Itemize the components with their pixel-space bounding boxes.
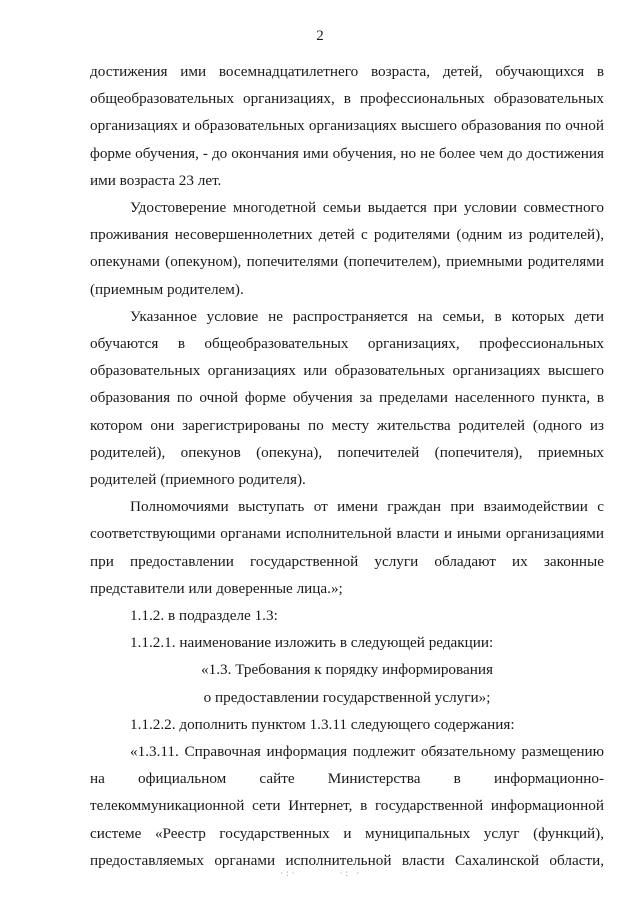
scan-artifact: ·:· ·: · bbox=[280, 868, 363, 878]
paragraph-1-3-11: «1.3.11. Справочная информация подлежит обязательному размещению на официальном сайте Министерства в информационно-телекоммуникационной сети Интернет, в государственной информационной системе «Реестр государственных и муниципальных услуг (функций), предоставляемых органами исполнительной власти Сахалинской области, bbox=[90, 743, 604, 869]
subsection-title-line-2: о предоставлении государственной услуги»; bbox=[203, 688, 491, 706]
subsection-title-line-1: «1.3. Требования к порядку информирования bbox=[201, 661, 493, 679]
paragraph-representation-powers: Полномочиями выступать от имени граждан при взаимодействии с соответствующими органами исполнительной власти и иными организациями при предоставлении государственной услуги обладают их законные представители или доверенные лица.»; bbox=[90, 498, 604, 597]
item-1-1-2-2: 1.1.2.2. дополнить пунктом 1.3.11 следующего содержания: bbox=[130, 715, 515, 733]
paragraph-condition-exception: Указанное условие не распространяется на семьи, в которых дети обучаются в общеобразовательных организациях, профессиональных образовательных организациях или образовательных организациях высшего образования по очной форме обучения за пределами населенного пункта, в котором они зарегистрированы по месту жительства родителей (одного из родителей), опекунов (опекуна), попечителей (попечителя), приемных родителей (приемного родителя). bbox=[90, 307, 604, 489]
paragraph-certificate-condition: Удостоверение многодетной семьи выдается при условии совместного проживания несовершеннолетних детей с родителями (одним из родителей), опекунами (опекуном), попечителями (попечителем), приемными родителями (приемным родителем). bbox=[90, 199, 604, 298]
item-1-1-2: 1.1.2. в подразделе 1.3: bbox=[130, 607, 278, 625]
page-number: 2 bbox=[316, 28, 324, 44]
item-1-1-2-1: 1.1.2.1. наименование изложить в следующей редакции: bbox=[130, 634, 494, 652]
document-body bbox=[90, 58, 604, 874]
paragraph-age-limit: достижения ими восемнадцатилетнего возраста, детей, обучающихся в общеобразовательных организациях, в профессиональных образовательных организациях и образовательных организациях высшего образования по очной форме обучения, - до окончания ими обучения, но не более чем до достижения ими возраста 23 лет. bbox=[90, 63, 604, 189]
